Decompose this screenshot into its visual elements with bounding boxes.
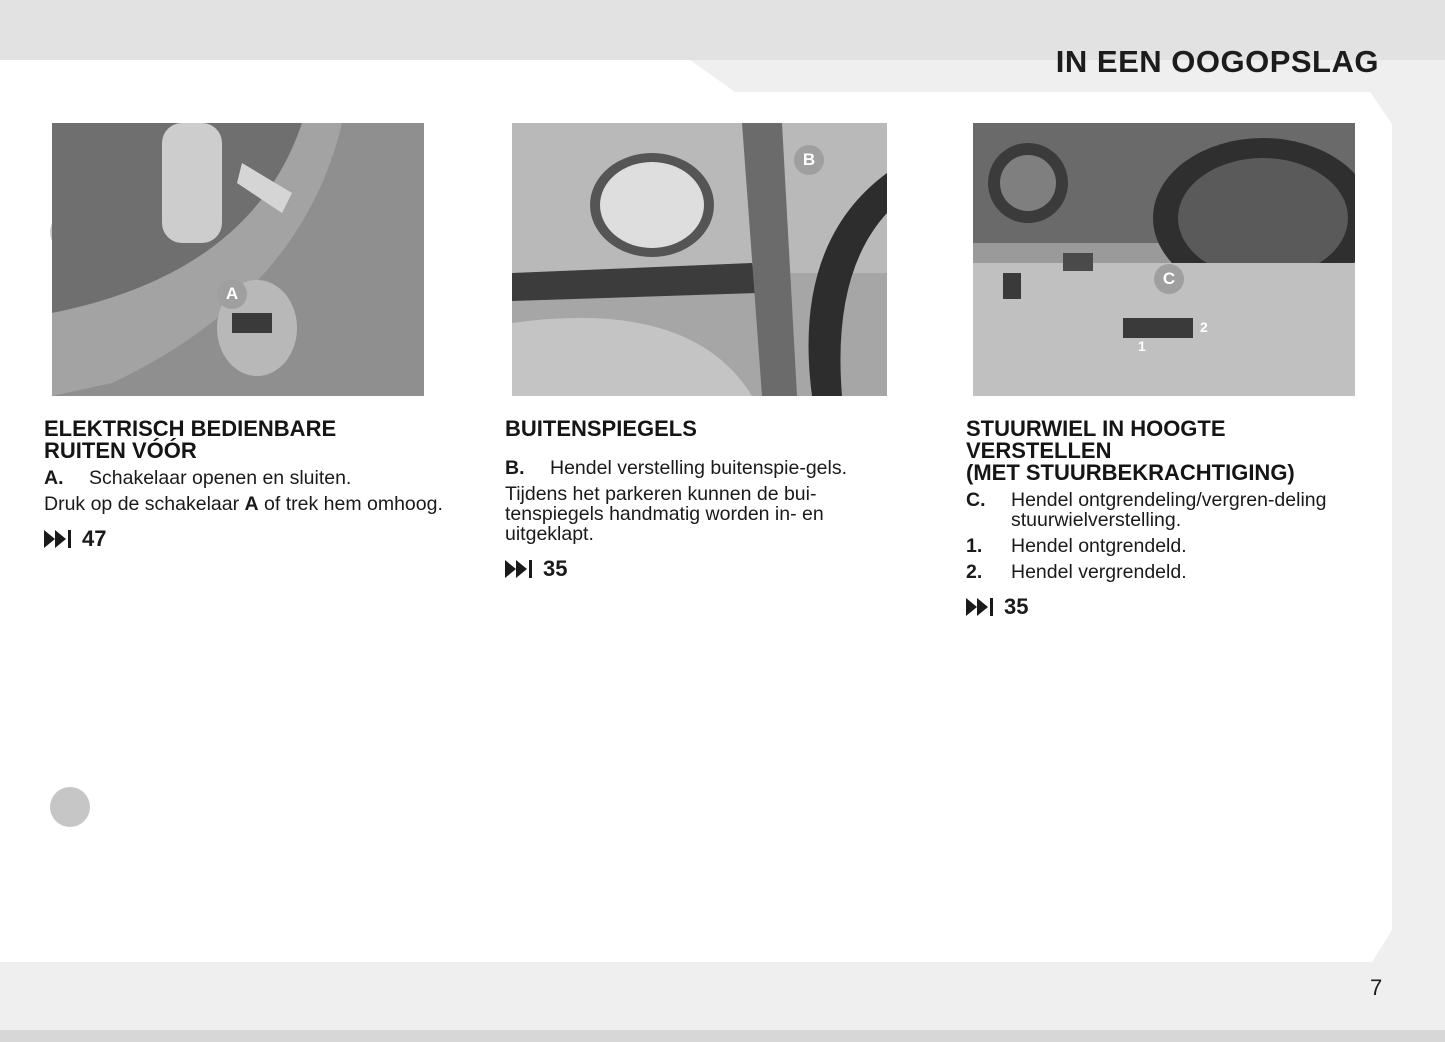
column-steering xyxy=(966,418,1371,620)
photo-label-b: B xyxy=(794,145,824,175)
photo-window-switch xyxy=(52,123,424,396)
item-text: Hendel vergrendeld. xyxy=(1011,561,1187,583)
photo-label-a: A xyxy=(217,279,247,309)
page-reference-number: 35 xyxy=(543,556,568,581)
instruction-paragraph: Tijdens het parkeren kunnen de bui-tenspiegels handmatig worden in- en uitgeklapt. xyxy=(505,483,824,545)
instruction-paragraph xyxy=(44,494,444,514)
fast-forward-end-icon xyxy=(44,530,74,548)
list-item xyxy=(44,468,444,488)
page-reference[interactable] xyxy=(505,556,900,582)
page-reference-number: 47 xyxy=(82,526,107,551)
item-key: 1. xyxy=(966,535,983,557)
photo-mirror-control xyxy=(512,123,887,396)
page-reference-number: 35 xyxy=(1004,594,1029,619)
photo-steering-adjust xyxy=(973,123,1355,396)
paragraph-bold-label: A xyxy=(244,493,259,515)
list-item xyxy=(505,458,900,478)
item-key: C. xyxy=(966,489,986,511)
list-item xyxy=(966,562,1371,582)
item-key: 2. xyxy=(966,561,983,583)
page-number: 7 xyxy=(1370,975,1383,1000)
fast-forward-end-icon xyxy=(966,598,996,616)
heading-line: VERSTELLEN xyxy=(966,438,1112,463)
paragraph-text: Druk op de schakelaar xyxy=(44,493,245,515)
item-key: A. xyxy=(44,467,64,489)
heading-line: ELEKTRISCH BEDIENBARE xyxy=(44,416,337,441)
column-windows xyxy=(44,418,444,552)
list-item xyxy=(966,490,1371,530)
item-text: Hendel ontgrendeld. xyxy=(1011,535,1187,557)
page-reference[interactable] xyxy=(966,594,1371,620)
arrow-label-2: 2 xyxy=(1200,319,1208,335)
item-key: B. xyxy=(505,457,525,479)
heading-line: (MET STUURBEKRACHTIGING) xyxy=(966,460,1295,485)
heading-steering xyxy=(966,418,1371,484)
fast-forward-end-icon xyxy=(505,560,535,578)
heading-mirrors: BUITENSPIEGELS xyxy=(505,416,697,441)
heading-windows xyxy=(44,418,444,462)
paragraph-text: of trek hem omhoog. xyxy=(258,493,443,515)
list-item xyxy=(966,536,1371,556)
item-text: Hendel verstelling buitenspie-gels. xyxy=(550,457,848,479)
page-reference[interactable] xyxy=(44,526,444,552)
photo-label-c: C xyxy=(1154,264,1184,294)
item-text: Schakelaar openen en sluiten. xyxy=(89,467,352,489)
item-text: Hendel ontgrendeling/vergren-deling stuurwielverstelling. xyxy=(1011,489,1327,531)
arrow-label-1: 1 xyxy=(1138,338,1146,354)
column-mirrors xyxy=(505,418,900,582)
page-section-title: IN EEN OOGOPSLAG xyxy=(1055,44,1379,79)
heading-line: RUITEN VÓÓR xyxy=(44,438,197,463)
heading-line: STUURWIEL IN HOOGTE xyxy=(966,416,1226,441)
